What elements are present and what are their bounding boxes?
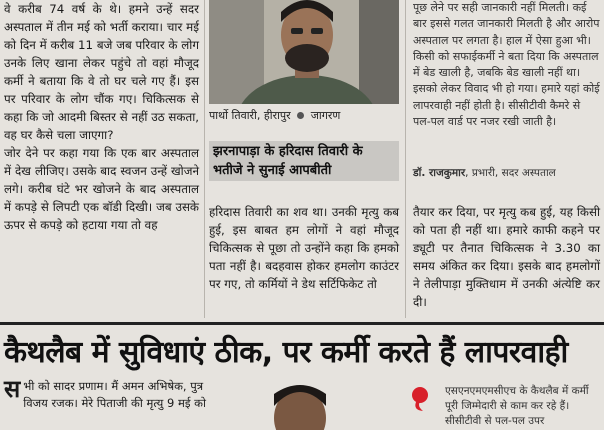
right-paragraph: तैयार कर दिया, पर मृत्यु कब हुई, यह किसी को पता ही नहीं था। हमारे काफी कहने पर ड्यूटी पर तैनात चिकित्सक ने 3.30 का समय अंकित कर दिया। इसके बाद हमलोगों ने तेलीपाड़ा मुक्तिधाम में उनकी अंत्येष्टि कर दी। (413, 205, 600, 309)
left-column (4, 0, 199, 234)
caption-name: पार्थो तिवारी, हीरापुर (209, 109, 291, 122)
dropcap-letter: स (4, 375, 21, 403)
portrait-illustration (209, 0, 399, 104)
quote-credit-name: डॉ. राजकुमार (413, 167, 466, 179)
portrait-photo (209, 0, 399, 104)
main-headline: कैथलैब में सुविधाएं ठीक, पर कर्मी करते हैं लापरवाही (4, 335, 568, 370)
bottom-right-quote (413, 384, 600, 429)
left-paragraph-2: जोर देने पर कहा गया कि एक बार अस्पताल में देख लीजिए। उसके बाद स्वजन उन्हें खोजने लगे। करीब घंटे भर खोजने के बाद अस्पताल में कपड़े से लिपटी एक बॉडी दिखी। जब उसके ऊपर से कपड़े को हटाया गया तो वह (4, 146, 199, 232)
bottom-left-article (4, 375, 209, 412)
middle-column (209, 203, 399, 293)
quote-text: पूछ लेने पर सही जानकारी नहीं मिलती। कई बार इससे गलत जानकारी मिलती है और आरोप अस्पताल पर लगता है। हाल में ऐसा हुआ भी। किसी को सफाईकर्मी ने बता दिया कि अस्पताल में बेड खाली है, जबकि बेड खाली नहीं था। इसको लेकर विवाद भी हो गया। हमारे यहां कोई लापरवाही नहीं होती है। सीसीटीवी कैमरे से पल-पल वार्ड पर नजर रखी जाती है। (413, 1, 600, 129)
middle-paragraph: हरिदास तिवारी का शव था। उनकी मृत्यु कब हुई, इस बाबत हम लोगों ने वहां मौजूद चिकित्सक से पूछा तो उन्होंने कहा कि हमको पता नहीं है। बदहवास होकर हमलोग काउंटर पर गए, तो कर्मियों ने डेथ सर्टिफिकेट तो (209, 205, 399, 291)
right-column (413, 203, 600, 311)
column-divider (405, 0, 406, 318)
left-paragraph-1: वे करीब 74 वर्ष के थे। हमने उन्हें सदर अस्पताल में तीन मई को भर्ती कराया। चार मई को दिन में करीब 11 बजे जब परिवार के लोग उनके लिए खाना लेकर पहुंचे तो वहां मौजूद कर्मी ने बताया कि वे तो घर चले गए हैं। इस पर परिवार के लोग चौंक गए। चिकित्सक से कहा कि जो आदमी बिस्तर से नहीं उठ सकता, वह घर कैसे चला जाएगा? (4, 2, 199, 142)
official-quote (413, 0, 600, 130)
bottom-right-text: एसएनएमएमसीएच के कैथलैब में कर्मी पूरी जिम्मेदारी से काम कर रहे हैं। सीसीटीवी से पल-पल उपर (445, 385, 589, 427)
column-divider (204, 0, 205, 318)
bottom-portrait-photo (255, 384, 345, 430)
quote-credit-role: , प्रभारी, सदर अस्पताल (465, 167, 556, 179)
caption-dot-icon (297, 112, 304, 119)
photo-caption (209, 108, 399, 123)
caption-source: जागरण (310, 109, 341, 122)
bottom-portrait-illustration (255, 384, 345, 430)
section-rule (0, 322, 604, 325)
sub-headline: झरनापाड़ा के हरिदास तिवारी के भतीजे ने सुनाई आपबीती (209, 141, 399, 181)
quote-credit (413, 166, 556, 180)
quote-mark-icon (411, 384, 441, 412)
bottom-left-text: भी को सादर प्रणाम। मैं अमन अभिषेक, पुत्र विजय रजक। मेरे पिताजी की मृत्यु 9 मई को (23, 379, 206, 410)
